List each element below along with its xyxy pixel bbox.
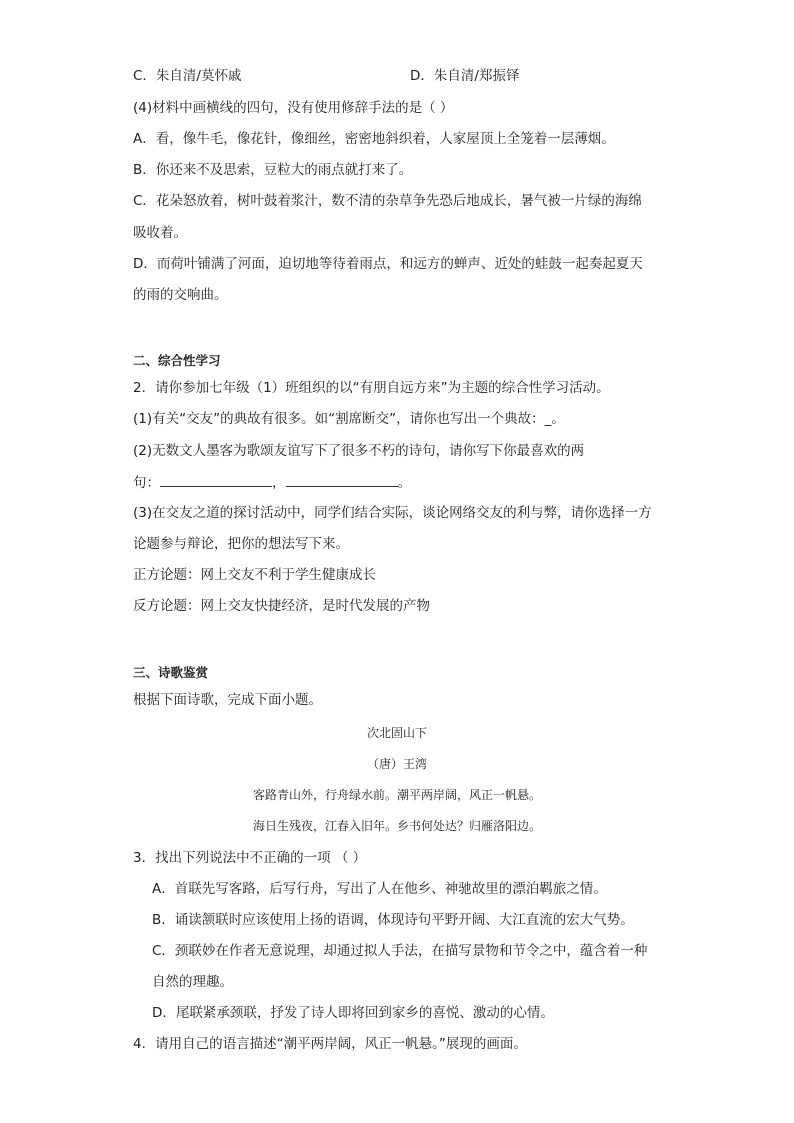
answer-blank-1[interactable] [160, 473, 272, 487]
pro-topic: 正方论题：网上交友不利于学生健康成长 [133, 567, 376, 583]
section-3-intro: 根据下面诗歌，完成下面小题。 [133, 692, 322, 708]
poem-line-1: 客路青山外，行舟绿水前。潮平两岸阔，风正一帆悬。 [252, 788, 541, 802]
question-1-4-option-c-cont: 吸收着。 [133, 225, 187, 241]
option-c: C．朱自清/莫怀戚 [133, 68, 242, 84]
section-2-heading: 二、综合性学习 [133, 353, 221, 368]
question-1-4-option-a: A．看，像牛毛，像花针，像细丝，密密地斜织着，人家屋顶上全笼着一层薄烟。 [133, 131, 615, 147]
question-2-sub-1: (1)有关“交友”的典故有很多。如“割席断交”，请你也写出一个典故：_。 [133, 411, 565, 427]
question-3-option-c-cont: 自然的理趣。 [152, 974, 233, 990]
option-d: D．朱自清/郑振铎 [410, 68, 520, 84]
answer-end: 。 [397, 475, 411, 491]
question-1-4-option-b: B．你还来不及思索，豆粒大的雨点就打来了。 [133, 162, 413, 178]
section-3-heading: 三、诗歌鉴赏 [133, 665, 209, 680]
answer-prefix: 句： [133, 475, 160, 491]
poem-line-2: 海日生残夜，江春入旧年。乡书何处达？归雁洛阳边。 [252, 819, 541, 833]
answer-separator: ， [272, 475, 286, 491]
question-3-option-b: B．诵读颔联时应该使用上扬的语调，体现诗句平野开阔、大江直流的宏大气势。 [152, 912, 634, 928]
question-2-sub-2: (2)无数文人墨客为歌颂友谊写下了很多不朽的诗句，请你写下你最喜欢的两 [133, 443, 585, 459]
question-3-stem: 3．找出下列说法中不正确的一项 （ ） [133, 850, 367, 866]
question-4-stem: 4．请用自己的语言描述“潮平两岸阔，风正一帆悬。”展现的画面。 [133, 1036, 527, 1052]
poem-author: （唐）王湾 [366, 757, 427, 771]
poem-title: 次北固山下 [366, 726, 427, 740]
question-3-option-c: C．颈联妙在作者无意说理，却通过拟人手法，在描写景物和节令之中，蕴含着一种 [152, 943, 648, 959]
question-1-4-option-c: C．花朵怒放着，树叶鼓着浆汁，数不清的杂草争先恐后地成长，暑气被一片绿的海绵 [133, 193, 642, 209]
question-3-option-d: D．尾联紧承颈联，抒发了诗人即将回到家乡的喜悦、激动的心情。 [152, 1005, 554, 1021]
question-3-option-a: A．首联先写客路，后写行舟，写出了人在他乡、神驰故里的漂泊羁旅之情。 [152, 881, 607, 897]
question-1-4-option-d-cont: 的雨的交响曲。 [133, 287, 228, 303]
question-2-stem: 2．请你参加七年级（1）班组织的以“有朋自远方来”为主题的综合性学习活动。 [133, 380, 610, 396]
question-1-4-option-d: D．而荷叶铺满了河面，迫切地等待着雨点，和远方的蝉声、近处的蛙鼓一起奏起夏天 [133, 256, 643, 272]
answer-blank-2[interactable] [286, 473, 398, 487]
con-topic: 反方论题：网上交友快捷经济，是时代发展的产物 [133, 598, 430, 614]
question-2-sub-2-answer-line [133, 473, 411, 492]
question-2-sub-3: (3)在交友之道的探讨活动中，同学们结合实际，谈论网络交友的利与弊，请你选择一方 [133, 505, 652, 521]
question-2-sub-3-cont: 论题参与辩论，把你的想法写下来。 [133, 536, 349, 552]
question-1-4-stem: (4)材料中画横线的四句，没有使用修辞手法的是（ ） [133, 100, 454, 116]
